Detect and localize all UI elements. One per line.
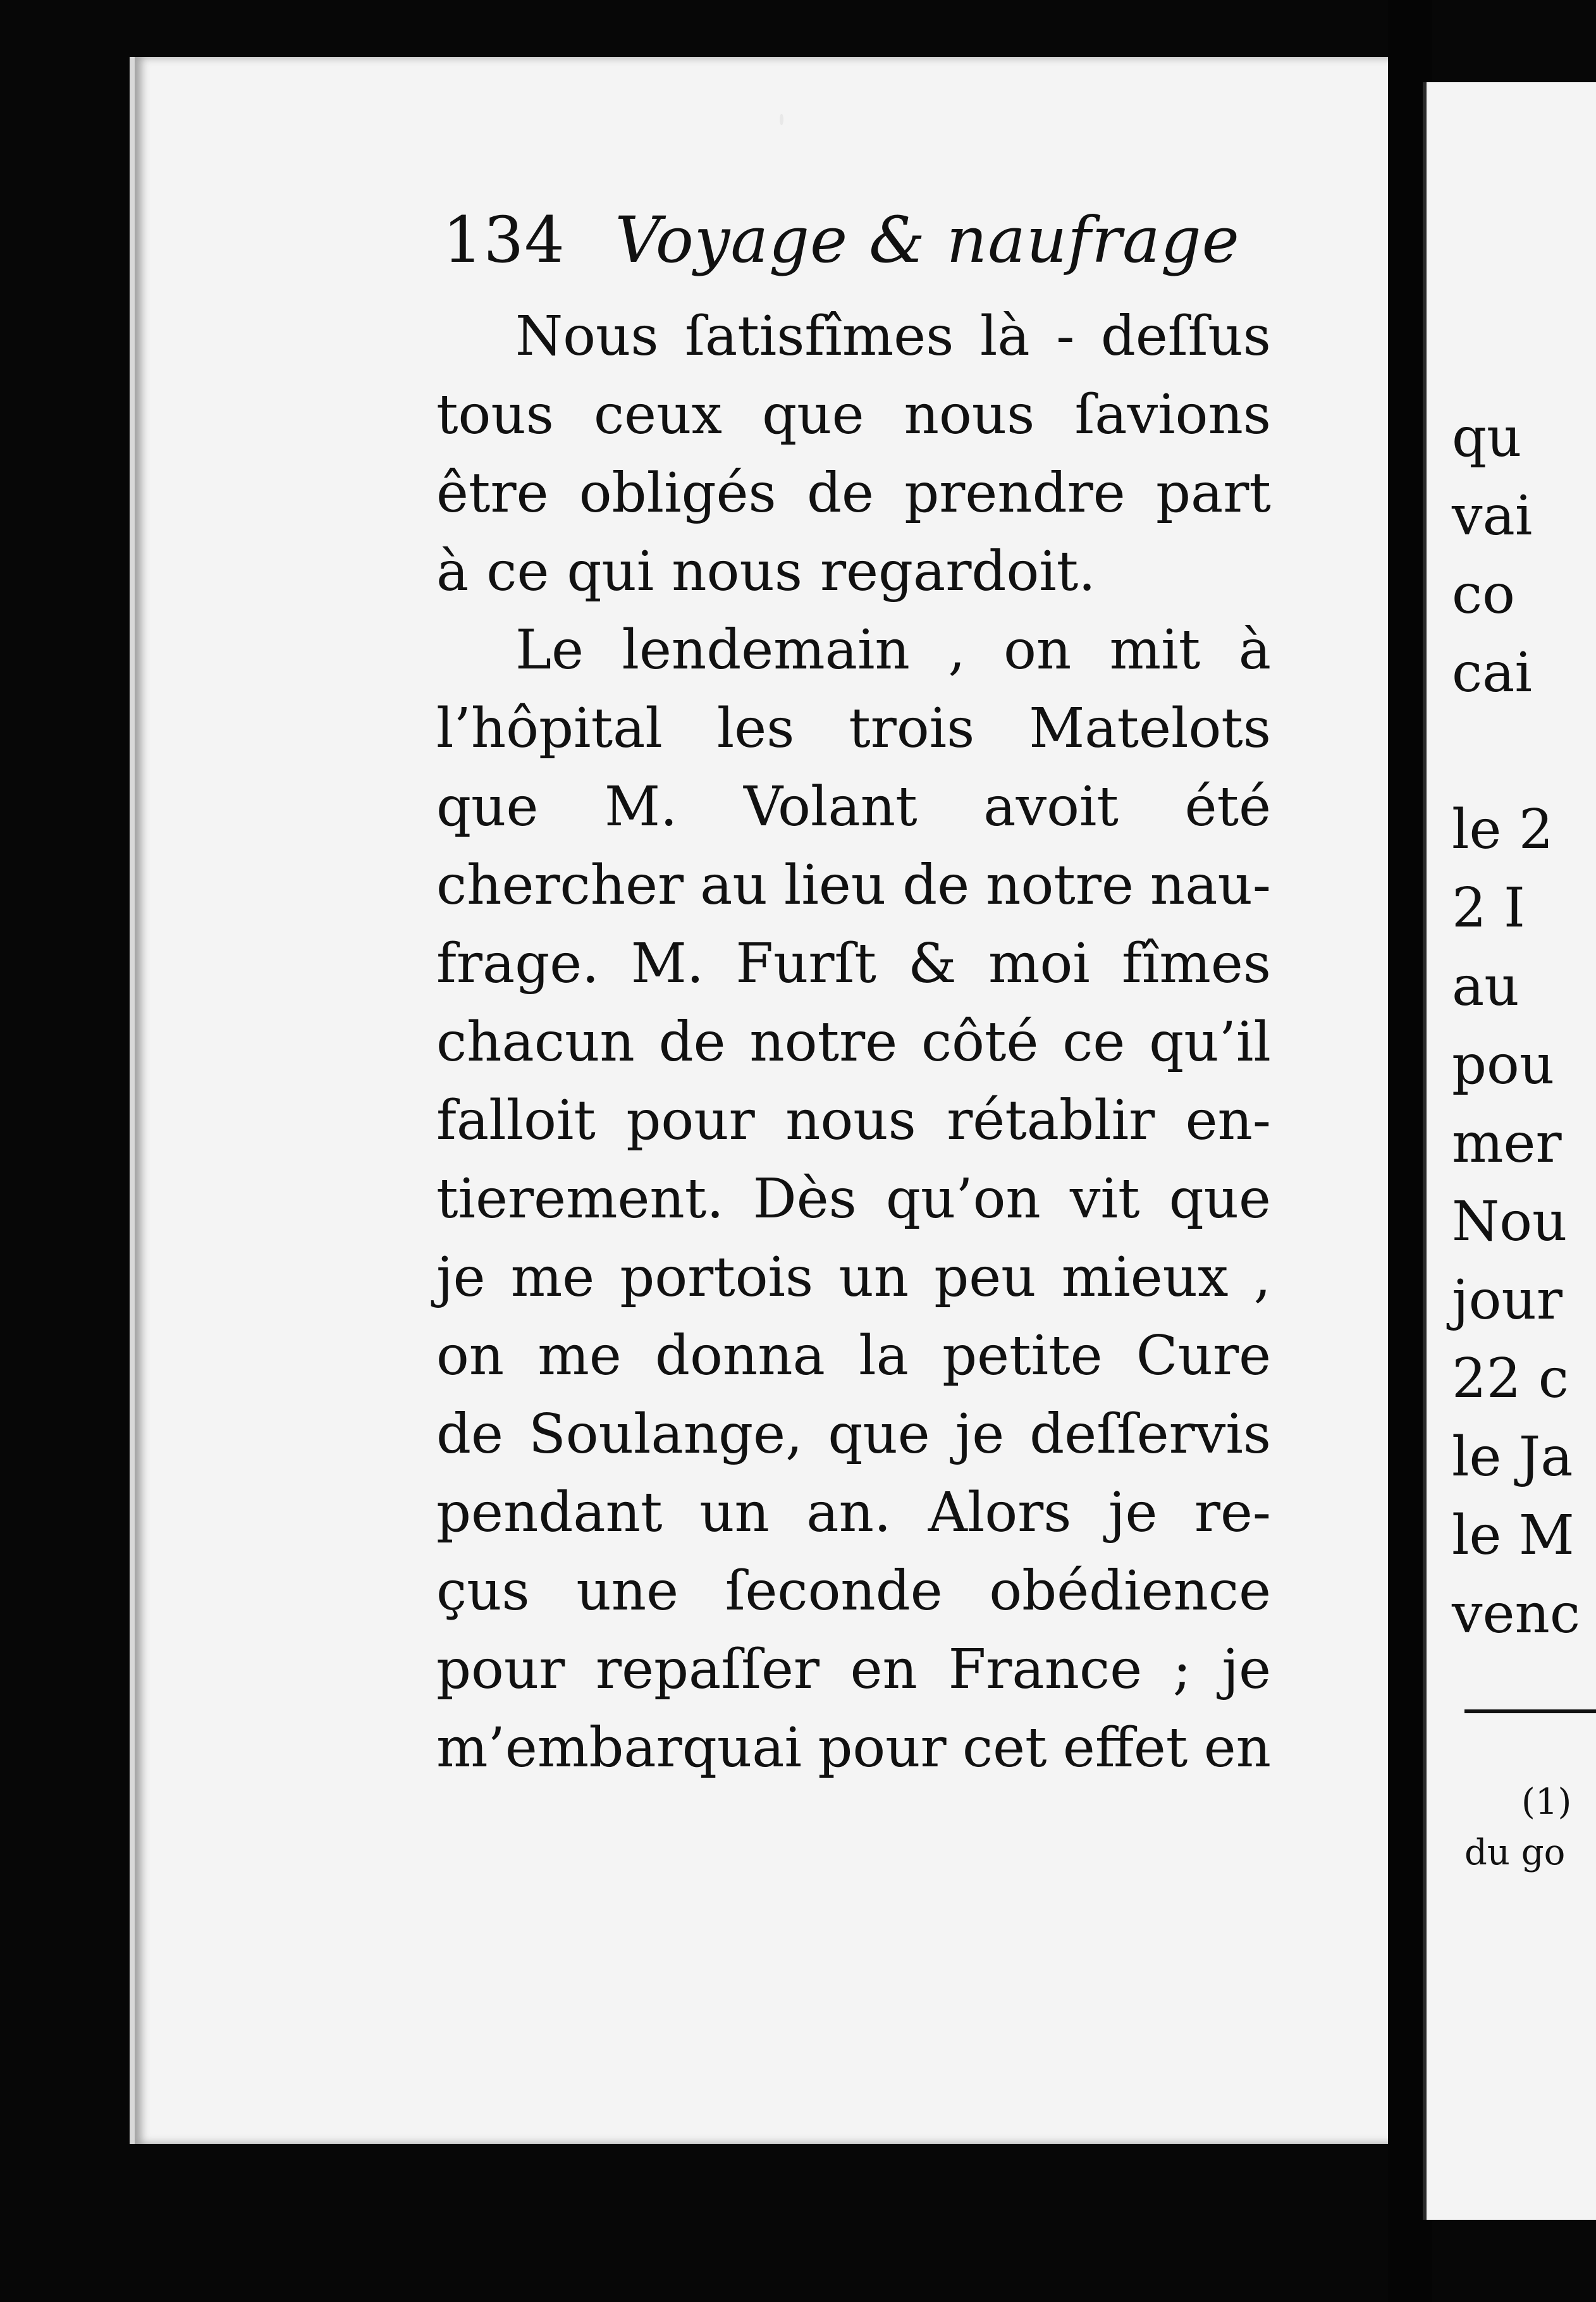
text-line: [436, 689, 1271, 768]
text-line: [436, 1630, 1271, 1709]
word: Volant: [743, 775, 918, 839]
word: çus: [436, 1560, 530, 1623]
facing-line: co: [1452, 563, 1515, 626]
word: M.: [630, 932, 704, 995]
running-title: Voyage & naufrage: [615, 203, 1240, 277]
word: que: [762, 383, 864, 446]
word: de: [658, 1011, 726, 1074]
word: un: [838, 1246, 909, 1309]
facing-line: venc: [1452, 1582, 1581, 1646]
word: qu’on: [885, 1167, 1041, 1231]
word: notre: [986, 854, 1134, 917]
text-line: [436, 1474, 1271, 1552]
word: nous: [904, 383, 1035, 446]
word: l’hôpital: [436, 697, 663, 760]
word: deſſervis: [1029, 1403, 1271, 1466]
word: Cure: [1136, 1324, 1271, 1388]
word: effet: [1062, 1716, 1188, 1780]
text-line: [436, 454, 1271, 532]
text-line: [436, 611, 1271, 689]
facing-line: [1452, 712, 1580, 791]
word: vit: [1069, 1167, 1140, 1231]
word: en: [850, 1638, 918, 1701]
word: ſavions: [1074, 383, 1271, 446]
facing-line: le M: [1452, 1504, 1575, 1567]
word: ſeconde: [725, 1560, 943, 1623]
word: Soulange,: [528, 1403, 803, 1466]
text-line: [436, 376, 1271, 454]
word: lendemain: [622, 619, 910, 682]
page-header: [443, 203, 1240, 277]
word: petite: [942, 1324, 1103, 1388]
facing-line: le Ja: [1452, 1425, 1573, 1489]
word: côté: [921, 1011, 1039, 1074]
word: Le: [515, 619, 584, 682]
word: lieu: [783, 854, 887, 917]
word: repaſſer: [595, 1638, 819, 1701]
word: nous: [672, 540, 802, 603]
word: cet: [962, 1716, 1047, 1780]
word: me: [510, 1246, 595, 1309]
word: notre: [749, 1011, 898, 1074]
word: Dès: [752, 1167, 857, 1231]
word: de: [902, 854, 970, 917]
word: un: [699, 1481, 770, 1544]
word: qui: [567, 540, 654, 603]
word: pour: [626, 1089, 755, 1152]
word: la: [859, 1324, 909, 1388]
word: une: [576, 1560, 679, 1623]
facing-line: vai: [1452, 484, 1533, 548]
word: je: [955, 1403, 1005, 1466]
word: à: [1238, 619, 1271, 682]
word: chercher: [436, 854, 684, 917]
text-line: [436, 925, 1271, 1003]
footnote-text: du go: [1464, 1832, 1566, 1873]
facing-line: Nou: [1452, 1190, 1568, 1253]
text-line: [436, 1160, 1271, 1238]
facing-line: cai: [1452, 641, 1532, 705]
word: moi: [988, 932, 1090, 995]
word: avoit: [983, 775, 1119, 839]
text-line: [436, 768, 1271, 846]
word: été: [1184, 775, 1271, 839]
word: ſatisfîmes: [685, 305, 954, 368]
word: ;: [1172, 1638, 1191, 1701]
facing-page: [1423, 82, 1596, 2220]
word: &: [908, 932, 957, 995]
word: trois: [849, 697, 975, 760]
word: que: [1169, 1167, 1271, 1231]
text-line: [436, 1003, 1271, 1081]
word: part: [1155, 462, 1271, 525]
text-line: [436, 846, 1271, 925]
paragraph: [436, 297, 1271, 611]
word: on: [1004, 619, 1072, 682]
word: au: [700, 854, 768, 917]
word: être: [436, 462, 549, 525]
word: peu: [934, 1246, 1036, 1309]
word: m’embarquai: [436, 1716, 802, 1780]
word: obligés: [579, 462, 777, 525]
page-number: 134: [443, 203, 565, 277]
facing-page-text: [1452, 398, 1580, 1653]
word: nau-: [1150, 854, 1271, 917]
facing-line: 2 I: [1452, 877, 1526, 940]
text-line: [436, 1238, 1271, 1317]
facing-line: pou: [1452, 1033, 1555, 1097]
word: nous: [785, 1089, 916, 1152]
word: chacun: [436, 1011, 635, 1074]
word: regardoit.: [819, 540, 1096, 603]
word: ce: [1062, 1011, 1126, 1074]
word: que: [828, 1403, 930, 1466]
footnote-rule: [1464, 1709, 1596, 1713]
facing-line: 22 c: [1452, 1347, 1569, 1410]
word: à: [436, 540, 469, 603]
footnote-marker: (1): [1521, 1782, 1572, 1823]
word: tous: [436, 383, 554, 446]
text-line: [436, 1317, 1271, 1395]
word: les: [716, 697, 795, 760]
word: je: [1222, 1638, 1271, 1701]
facing-line: jour: [1452, 1269, 1562, 1332]
facing-footnote: [1464, 1777, 1571, 1878]
word: ,: [1253, 1246, 1271, 1309]
word: deſſus: [1100, 305, 1271, 368]
word: tierement.: [436, 1167, 724, 1231]
facing-line: mer: [1452, 1112, 1562, 1175]
word: de: [436, 1403, 503, 1466]
word: portois: [620, 1246, 814, 1309]
word: ce: [486, 540, 549, 603]
word: Alors: [928, 1481, 1072, 1544]
facing-line: le 2: [1452, 798, 1554, 861]
word: fîmes: [1122, 932, 1271, 995]
word: an.: [806, 1481, 892, 1544]
body-text: [436, 297, 1271, 1787]
word: re-: [1194, 1481, 1271, 1544]
text-line: [436, 1709, 1271, 1787]
word: ,: [948, 619, 966, 682]
word: mieux: [1061, 1246, 1229, 1309]
word: obédience: [989, 1560, 1271, 1623]
word: frage.: [436, 932, 599, 995]
text-line: [436, 1552, 1271, 1630]
word: Matelots: [1029, 697, 1271, 760]
word: en-: [1185, 1089, 1271, 1152]
facing-line: au: [1452, 955, 1519, 1018]
text-line: [436, 1395, 1271, 1474]
word: Nous: [515, 305, 659, 368]
word: prendre: [904, 462, 1126, 525]
word: M.: [604, 775, 678, 839]
word: de: [806, 462, 874, 525]
word: me: [537, 1324, 622, 1388]
word: on: [436, 1324, 505, 1388]
word: donna: [655, 1324, 825, 1388]
word: falloit: [436, 1089, 596, 1152]
word: mit: [1109, 619, 1201, 682]
text-line: [436, 532, 1271, 611]
text-line: [436, 297, 1271, 376]
word: pour: [436, 1638, 565, 1701]
word: là: [979, 305, 1030, 368]
paragraph: [436, 611, 1271, 1787]
word: Furſt: [735, 932, 876, 995]
word: pendant: [436, 1481, 663, 1544]
word: en: [1203, 1716, 1271, 1780]
word: rétablir: [947, 1089, 1155, 1152]
word: je: [1108, 1481, 1158, 1544]
word: je: [436, 1246, 486, 1309]
word: France: [948, 1638, 1143, 1701]
paper-speck: [780, 114, 783, 125]
word: pour: [818, 1716, 947, 1780]
facing-line: qu: [1452, 406, 1522, 469]
text-line: [436, 1081, 1271, 1160]
word: qu’il: [1149, 1011, 1271, 1074]
word: que: [436, 775, 539, 839]
word: ceux: [594, 383, 722, 446]
word: -: [1056, 305, 1075, 368]
